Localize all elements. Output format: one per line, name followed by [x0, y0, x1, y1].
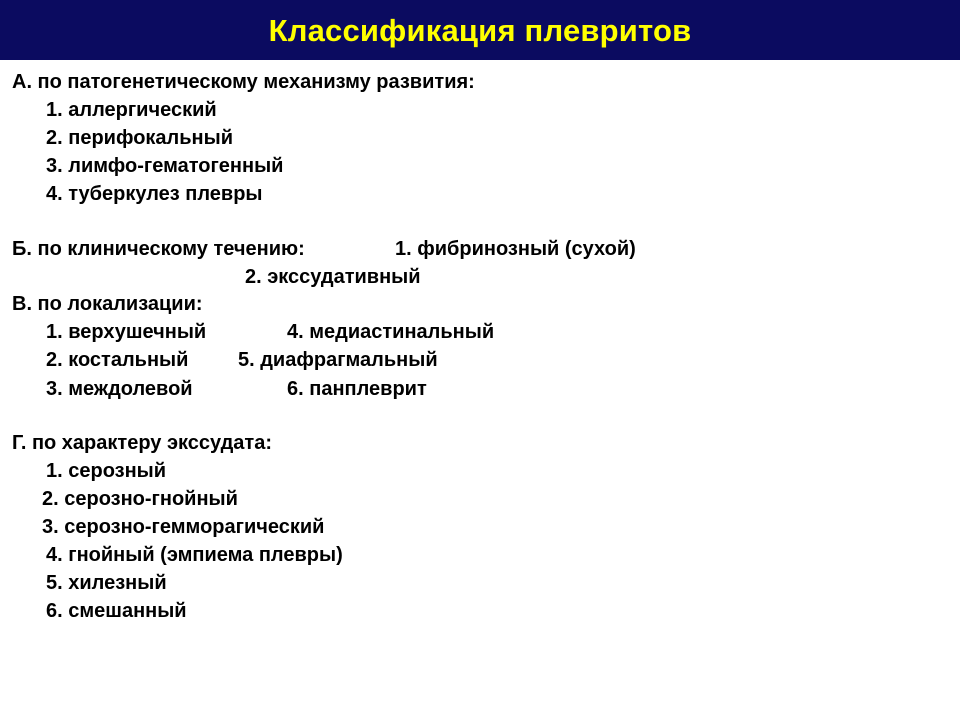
section-v-item-4: 4. медиастинальный: [287, 321, 495, 343]
title-divider: [0, 60, 960, 62]
title-bar: [0, 0, 960, 60]
section-v-heading: В. по локализации:: [12, 293, 203, 315]
slide-title: Классификация плевритов: [268, 13, 692, 48]
section-a-item-2: 2. перифокальный: [46, 127, 233, 149]
section-g-item-1: 1. серозный: [46, 460, 167, 482]
section-g-item-6: 6. смешанный: [46, 600, 187, 622]
section-v-item-2: 2. костальный: [46, 349, 189, 371]
section-a-item-3: 3. лимфо-гематогенный: [46, 155, 284, 177]
section-g-heading: Г. по характеру экссудата:: [12, 432, 273, 454]
section-b-heading: Б. по клиническому течению:: [12, 238, 305, 260]
section-g-item-3: 3. серозно-гемморагический: [42, 516, 325, 538]
section-v-item-6: 6. панплеврит: [287, 378, 427, 400]
section-g-item-2: 2. серозно-гнойный: [42, 488, 238, 510]
section-v-item-1: 1. верхушечный: [46, 321, 207, 343]
section-a-item-4: 4. туберкулез плевры: [46, 183, 263, 205]
section-a-heading: А. по патогенетическому механизму развития:: [12, 71, 475, 93]
section-a-item-1: 1. аллергический: [46, 99, 217, 121]
section-b-item-1: 1. фибринозный (сухой): [395, 238, 636, 260]
section-g-item-5: 5. хилезный: [46, 572, 167, 594]
section-g-item-4: 4. гнойный (эмпиема плевры): [46, 544, 343, 566]
section-b-item-2: 2. экссудативный: [245, 266, 421, 288]
section-v-item-5: 5. диафрагмальный: [238, 349, 438, 371]
section-v-item-3: 3. междолевой: [46, 378, 193, 400]
